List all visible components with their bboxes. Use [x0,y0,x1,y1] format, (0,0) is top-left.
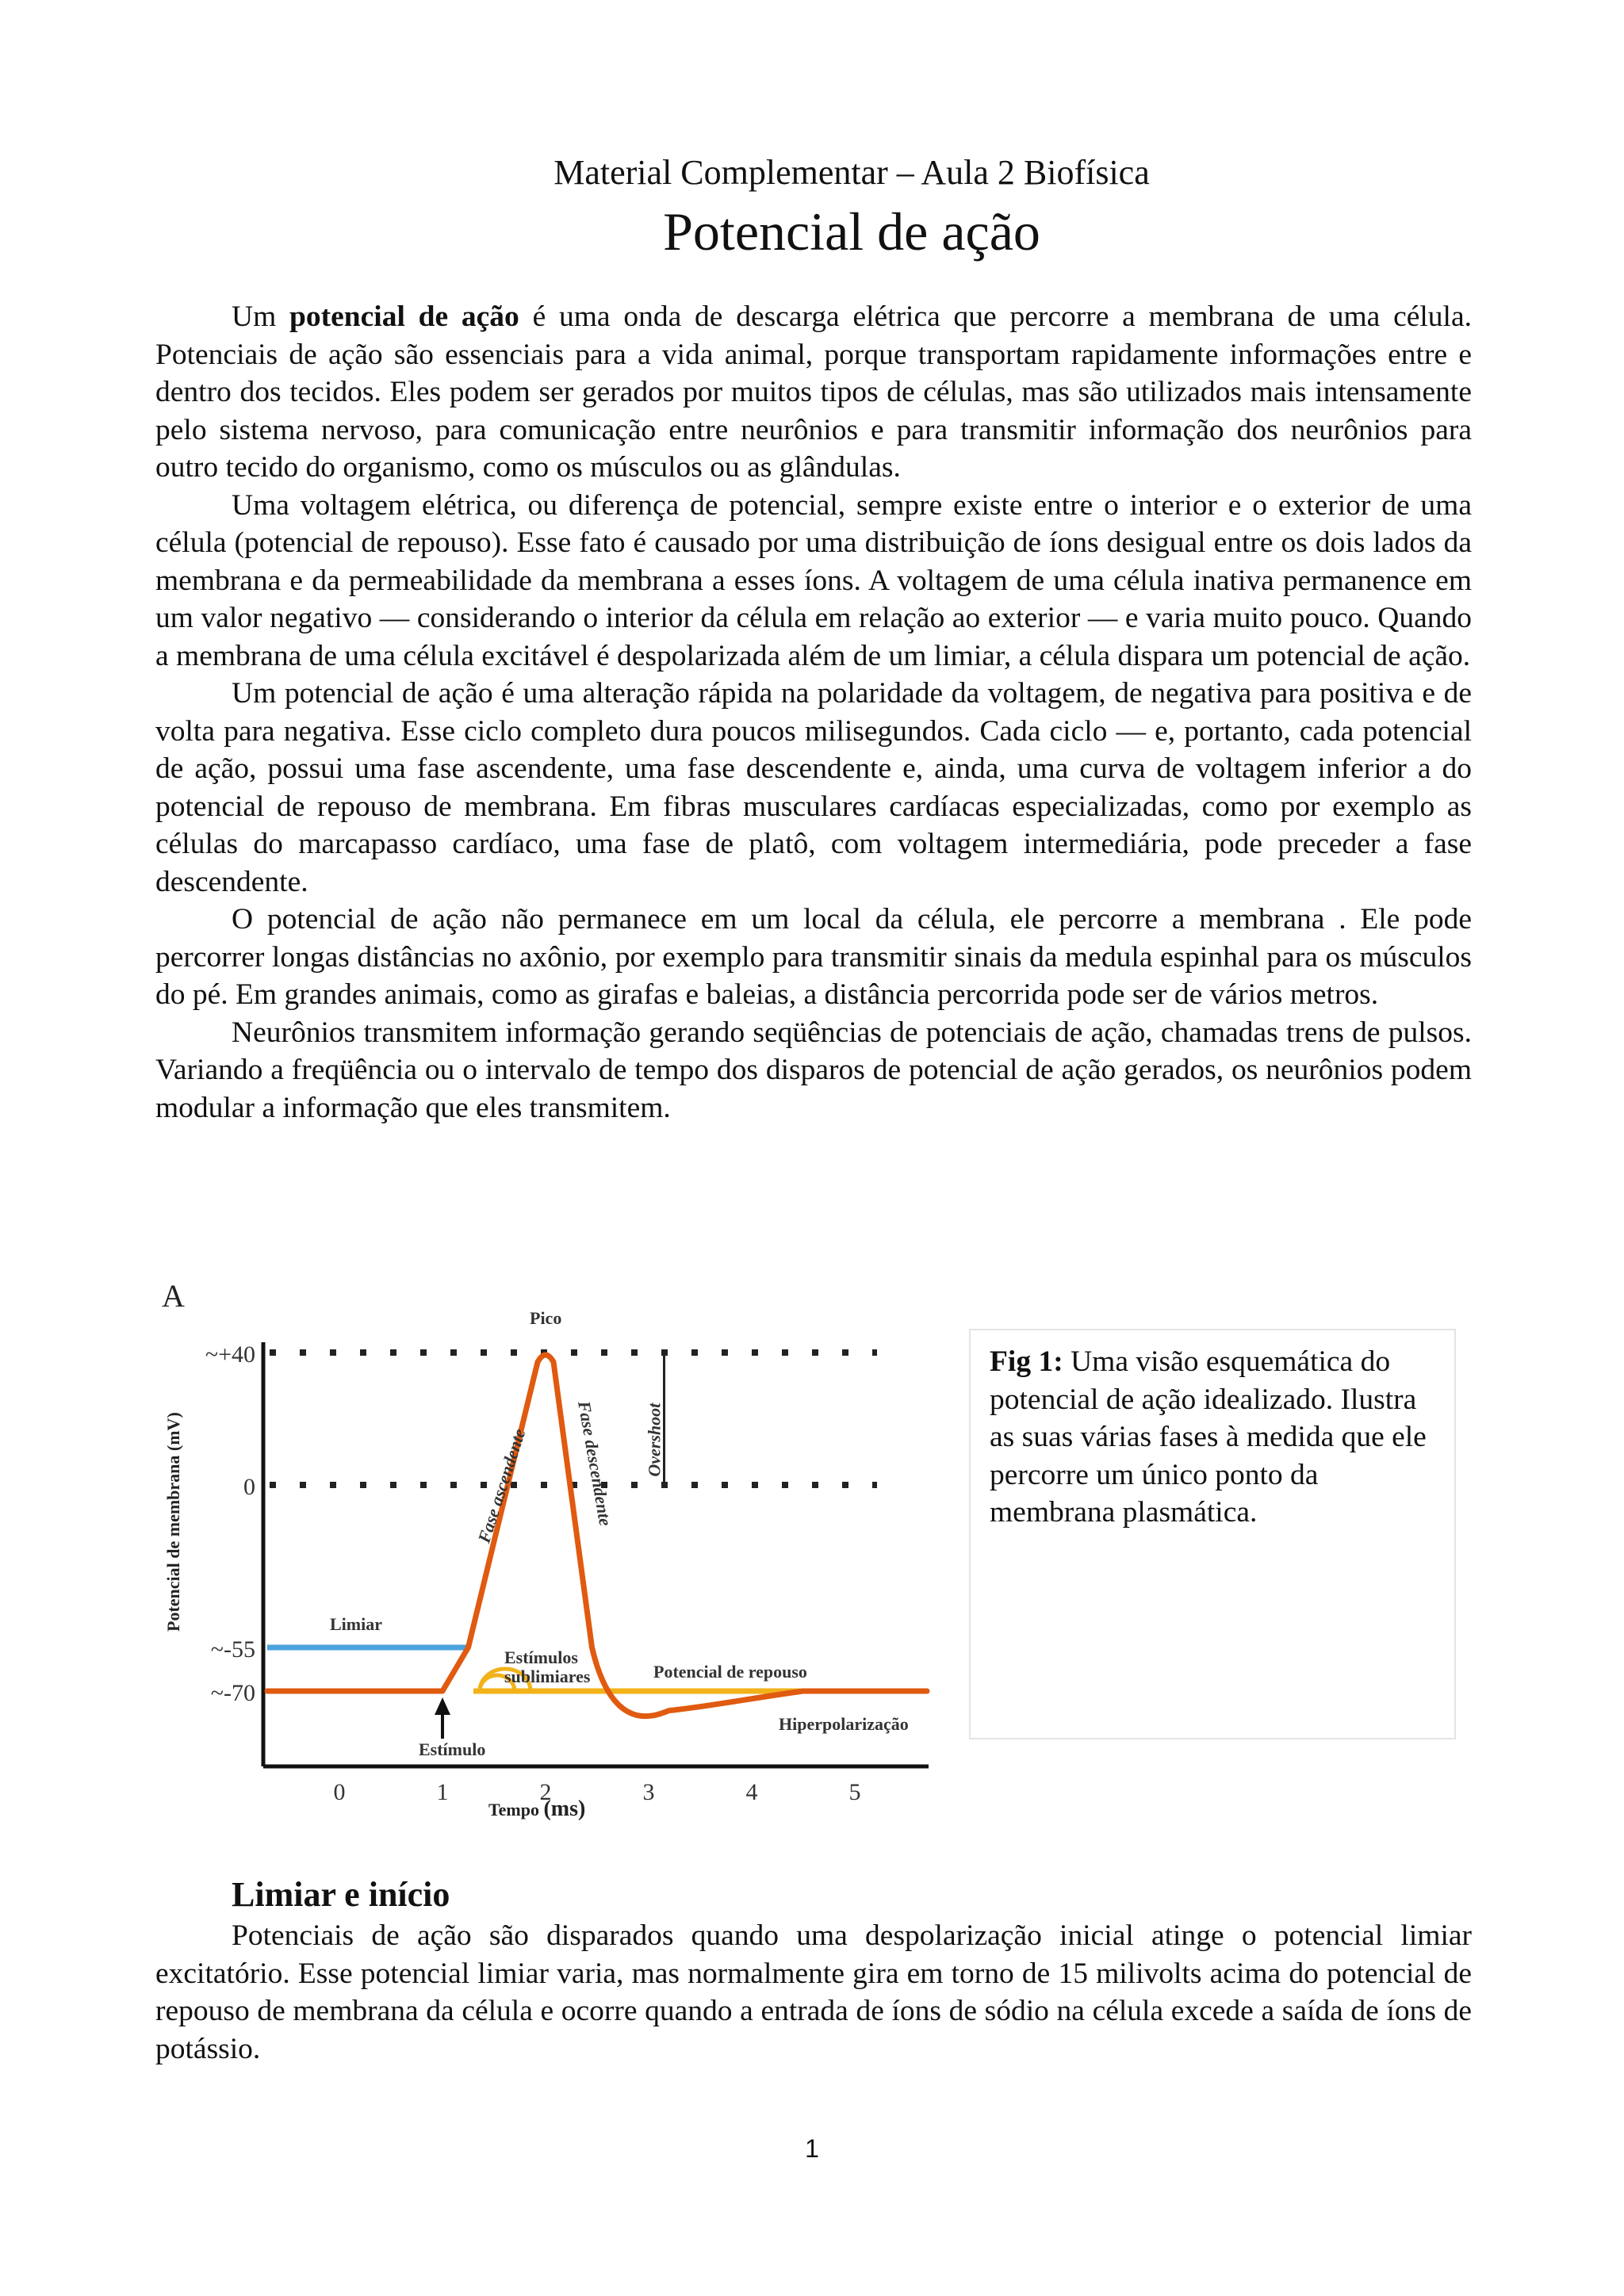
x-axis-label-prefix: Tempo [488,1800,539,1820]
paragraph-4: O potencial de ação não permanece em um local da célula, ele percorre a membrana . Ele pode percorrer longas distâncias no axônio, por exemplo para transmitir sinais da medula espinhal para os músculos do pé. Em grandes animais, como as girafas e baleias, a distância percorrida pode ser de vários metros. [155,903,1472,1011]
page-number: 1 [805,2134,819,2163]
label-threshold: Limiar [330,1614,382,1634]
p1-bold-term: potencial de ação [289,300,519,333]
chart-layer [205,1308,929,1805]
action-potential-figure [155,1267,933,1822]
y-tick-label: ~-70 [210,1680,255,1706]
label-resting: Potencial de repouso [653,1662,807,1682]
label-peak: Pico [530,1308,562,1328]
intro-section [155,298,1472,1127]
caption-label: Fig 1: [990,1345,1063,1378]
label-hyperpolarization: Hiperpolarização [779,1714,909,1734]
x-tick-label: 2 [539,1779,552,1805]
x-axis-label-unit: (ms) [543,1797,586,1821]
action-potential-chart [155,1267,933,1822]
section-heading-limiar: Limiar e início [232,1875,450,1914]
action-potential-trace [267,1355,927,1716]
x-tick-label: 3 [642,1779,655,1805]
paragraph-5: Neurônios transmitem informação gerando seqüências de potenciais de ação, chamadas trens de pulsos. Variando a freqüência ou o intervalo de tempo dos disparos de potencial de ação gerados, os neurônios podem modular a informação que eles transmitem. [155,1016,1472,1124]
section-limiar [155,1917,1472,2068]
label-subthreshold-2: sublimiares [504,1667,591,1686]
panel-label: A [162,1278,185,1314]
x-tick-label: 1 [436,1779,449,1805]
y-tick-label: 0 [243,1474,255,1500]
x-tick-label: 4 [745,1779,758,1805]
x-tick-label: 5 [848,1779,861,1805]
stimulus-arrow-head [435,1697,450,1715]
label-overshoot: Overshoot [644,1402,665,1477]
figure-caption [969,1329,1456,1739]
y-axis-label: Potencial de membrana (mV) [163,1412,183,1632]
label-rising-phase: Fase ascendente [473,1425,530,1546]
page-title: Potencial de ação [663,201,1040,262]
caption-text: Uma visão esquemática do potencial de ação idealizado. Ilustra as suas várias fases à medida que ele percorre um único ponto da membrana plasmática. [990,1345,1427,1529]
paragraph-1 [155,298,1472,487]
document-subtitle: Material Complementar – Aula 2 Biofísica [553,153,1150,192]
label-falling-phase: Fase descendente [574,1399,616,1528]
y-tick-label: ~+40 [205,1341,255,1368]
paragraph-2: Uma voltagem elétrica, ou diferença de potencial, sempre existe entre o interior e o exterior de uma célula (potencial de repouso). Esse fato é causado por uma distribuição de íons desigual entre os dois lados da membrana e da permeabilidade da membrana a esses íons. A voltagem de uma célula inativa permanence em um valor negativo — considerando o interior da célula em relação ao exterior — e varia muito pouco. Quando a membrana de uma célula excitável é despolarizada além de um limiar, a célula dispara um potencial de ação. [155,488,1472,672]
x-axis-label [488,1797,585,1821]
p1-rest: é uma onda de descarga elétrica que percorre a membrana de uma célula. Potenciais de ação são essenciais para a vida animal, porque transportam rapidamente informações entre e dentro dos tecidos. Eles podem ser gerados por muitos tipos de células, mas são utilizados mais intensamente pelo sistema nervoso, para comunicação entre neurônios e para transmitir informação dos neurônios para outro tecido do organismo, como os músculos ou as glândulas. [155,300,1472,484]
label-stimulus: Estímulo [419,1739,486,1759]
x-tick-label: 0 [333,1779,346,1805]
section2-paragraph-1: Potenciais de ação são disparados quando uma despolarização inicial atinge o potencial limiar excitatório. Esse potencial limiar varia, mas normalmente gira em torno de 15 milivolts acima do potencial de repouso de membrana da célula e ocorre quando a entrada de íons de sódio na célula excede a saída de íons de potássio. [155,1919,1472,2065]
paragraph-3: Um potencial de ação é uma alteração rápida na polaridade da voltagem, de negativa para positiva e de volta para negativa. Esse ciclo completo dura poucos milisegundos. Cada ciclo — e, portanto, cada potencial de ação, possui uma fase ascendente, uma fase descendente e, ainda, uma curva de voltagem inferior a do potencial de repouso de membrana. Em fibras musculares cardíacas especializadas, como por exemplo as células do marcapasso cardíaco, uma fase de platô, com voltagem intermediária, pode preceder a fase descendente. [155,677,1472,898]
y-tick-label: ~-55 [210,1636,255,1663]
label-subthreshold-1: Estímulos [504,1647,578,1667]
p1-lead: Um [232,300,290,333]
